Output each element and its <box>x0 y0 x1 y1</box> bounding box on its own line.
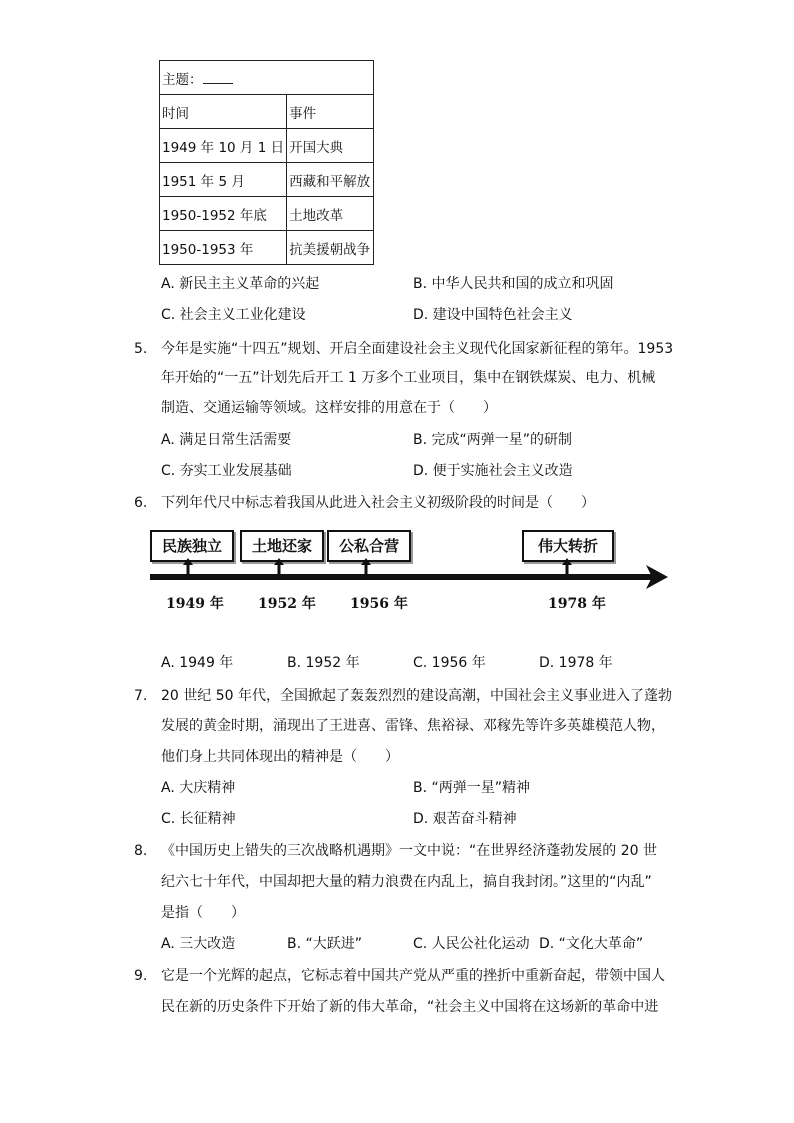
q7-number: 7. <box>134 688 148 704</box>
q6-option-b[interactable]: B. 1952 年 <box>287 655 360 671</box>
q6-option-d[interactable]: D. 1978 年 <box>539 655 613 671</box>
timeline-year: 1956 年 <box>350 596 408 612</box>
q8-option-b[interactable]: B. “大跃进” <box>287 936 363 952</box>
table-row <box>160 231 374 265</box>
timeline-tick-arrow <box>361 558 371 565</box>
q7-stem-line: 20 世纪 50 年代，全国掀起了轰轰烈烈的建设高潮，中国社会主义事业进入了蓬勃 <box>161 688 672 704</box>
q9-number: 9. <box>134 968 148 984</box>
table-topic-row <box>160 61 374 95</box>
timeline-label-box: 伟大转折 <box>522 530 614 562</box>
q7-option-d[interactable]: D. 艰苦奋斗精神 <box>413 811 517 827</box>
q6-stem-line: 下列年代尺中标志着我国从此进入社会主义初级阶段的时间是（ ） <box>161 495 595 511</box>
q7-option-c[interactable]: C. 长征精神 <box>161 811 236 827</box>
timeline-label-box: 公私合营 <box>327 530 411 562</box>
table-cell-event: 开国大典 <box>287 129 374 163</box>
q4-option-b[interactable]: B. 中华人民共和国的成立和巩固 <box>413 276 614 292</box>
timeline-year: 1978 年 <box>548 596 606 612</box>
q7-option-b[interactable]: B. “两弹一星”精神 <box>413 780 531 796</box>
q6-option-c[interactable]: C. 1956 年 <box>413 655 486 671</box>
table-row <box>160 129 374 163</box>
table-header-time: 时间 <box>160 95 287 129</box>
q5-stem-line: 年开始的“一五”计划先后开工 1 万多个工业项目，集中在钢铁煤炭、电力、机械 <box>161 370 656 386</box>
table-row <box>160 163 374 197</box>
topic-label: 主题： <box>162 71 203 88</box>
q8-option-d[interactable]: D. “文化大革命” <box>539 936 644 952</box>
q8-option-c[interactable]: C. 人民公社化运动 <box>413 936 530 952</box>
table-header-event: 事件 <box>287 95 374 129</box>
timeline-label-box: 土地还家 <box>240 530 324 562</box>
q8-number: 8. <box>134 843 148 859</box>
table-cell-time: 1951 年 5 月 <box>160 163 287 197</box>
table-cell-event: 抗美援朝战争 <box>287 231 374 265</box>
q7-stem-line: 他们身上共同体现出的精神是（ ） <box>161 749 399 765</box>
q5-number: 5. <box>134 341 148 357</box>
q6-option-a[interactable]: A. 1949 年 <box>161 655 234 671</box>
q7-option-a[interactable]: A. 大庆精神 <box>161 780 236 796</box>
topic-table <box>159 60 374 265</box>
timeline-year: 1952 年 <box>258 596 316 612</box>
table-header-row <box>160 95 374 129</box>
q8-stem-line: 《中国历史上错失的三次战略机遇期》一文中说：“在世界经济蓬勃发展的 20 世 <box>161 843 657 859</box>
q5-option-a[interactable]: A. 满足日常生活需要 <box>161 432 292 448</box>
timeline-tick-arrow <box>274 558 284 565</box>
q8-stem-line: 纪六七十年代，中国却把大量的精力浪费在内乱上，搞自我封闭。”这里的“内乱” <box>161 874 652 890</box>
table-row <box>160 197 374 231</box>
table-cell-event: 西藏和平解放 <box>287 163 374 197</box>
table-cell-time: 1950-1952 年底 <box>160 197 287 231</box>
table-cell-time: 1950-1953 年 <box>160 231 287 265</box>
q5-option-b[interactable]: B. 完成“两弹一星”的研制 <box>413 432 573 448</box>
q5-stem-line: 今年是实施“十四五”规划、开启全面建设社会主义现代化国家新征程的第年。1953 <box>161 341 674 357</box>
timeline-year: 1949 年 <box>166 596 224 612</box>
q9-stem-line: 它是一个光辉的起点，它标志着中国共产党从严重的挫折中重新奋起，带领中国人 <box>161 968 665 984</box>
timeline-tick-arrow <box>183 558 193 565</box>
q4-option-d[interactable]: D. 建设中国特色社会主义 <box>413 307 573 323</box>
table-cell-time: 1949 年 10 月 1 日 <box>160 129 287 163</box>
q5-option-d[interactable]: D. 便于实施社会主义改造 <box>413 463 573 479</box>
timeline-tick-arrow <box>562 558 572 565</box>
q4-option-c[interactable]: C. 社会主义工业化建设 <box>161 307 306 323</box>
q5-stem-line: 制造、交通运输等领域。这样安排的用意在于（ ） <box>161 400 497 416</box>
q5-option-c[interactable]: C. 夯实工业发展基础 <box>161 463 292 479</box>
topic-blank <box>203 71 233 84</box>
table-cell-event: 土地改革 <box>287 197 374 231</box>
q8-option-a[interactable]: A. 三大改造 <box>161 936 236 952</box>
q9-stem-line: 民在新的历史条件下开始了新的伟大革命，“社会主义中国将在这场新的革命中进 <box>161 999 659 1015</box>
timeline-label-box: 民族独立 <box>150 530 234 562</box>
table-topic-cell <box>160 61 374 95</box>
q6-number: 6. <box>134 495 148 511</box>
q7-stem-line: 发展的黄金时期，涌现出了王进喜、雷锋、焦裕禄、邓稼先等许多英雄模范人物， <box>161 718 665 734</box>
q8-stem-line: 是指（ ） <box>161 905 245 921</box>
q4-option-a[interactable]: A. 新民主主义革命的兴起 <box>161 276 320 292</box>
